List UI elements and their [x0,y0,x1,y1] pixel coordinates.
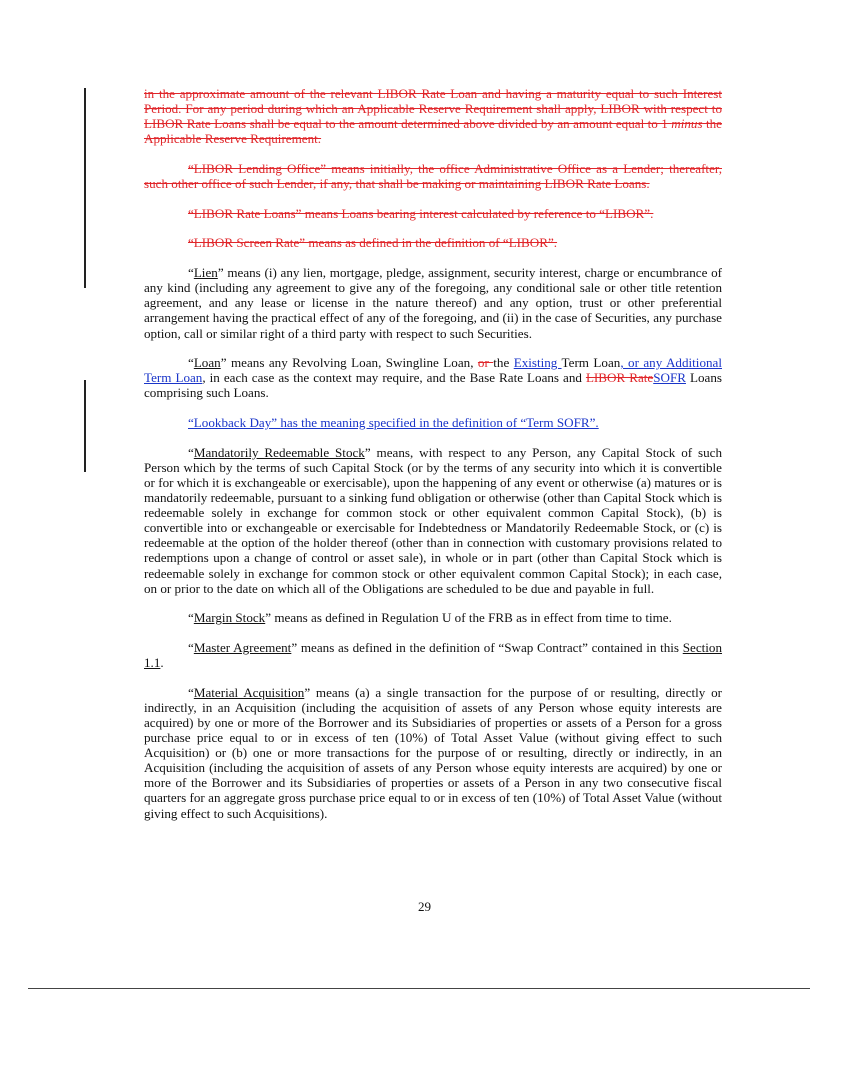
deleted-text: “LIBOR Screen Rate” means as defined in the definition of “LIBOR”. [188,235,558,251]
text-run: ” means any Revolving Loan, Swingline Loan, [220,355,478,371]
defined-term: Master Agreement [193,639,292,655]
inserted-text: “Lookback Day” has the meaning specified in the definition of “Term SOFR”. [188,415,599,431]
text-run: ” means (a) a single transaction for the purpose of or resulting, directly or indirectly, in an Acquisition (including the acquisition of assets of any Person whose equity interests are acquired) by one or more of the Borrower and its Subsidiaries of properties or assets of a Person for a gross purchase price equal to or in excess of ten (10%) of Total Asset Value (without giving effect to such Acquisition) or (b) one or more transactions for the purpose of or resulting, directly or indirectly, in an Acquisition (including the acquisition of assets of any Person whose equity interests are acquired) by one or more of the Borrower and its Subsidiaries of properties or assets of a Person in any two consecutive fiscal quarters for an aggregate gross purchase price equal to or in excess of ten (10%) of Total Asset Value (without giving effect to such Acquisitions). [144,684,722,821]
text-run: “ [188,610,194,626]
definition-material-acquisition [144,685,722,821]
defined-term: Lien [193,265,218,281]
defined-term: Margin Stock [193,610,266,626]
definition-lien [144,265,722,340]
text-run: . [160,655,164,671]
inserted-text: Existing [513,355,562,371]
text-run: “ [188,444,194,460]
text-run: “ [188,639,194,655]
deleted-text: minus [671,116,703,132]
change-bar-top [84,88,86,288]
document-body [144,86,722,821]
deleted-text: in the approximate amount of the relevant LIBOR Rate Loan and having a maturity equal to such Interest Period. For any period during which an Applicable Reserve Requirement shall apply, LIBOR with respect to LIBOR Rate Loans shall be equal to the amount determined above divided by an amount equal to 1 [144,86,722,132]
text-run: ” means as defined in the definition of “Swap Contract” contained in this [291,639,683,655]
definition-libor-lending-office [144,161,722,191]
text-run: the [493,355,514,371]
definition-libor-screen-rate [144,235,722,250]
defined-term: Loan [193,355,221,371]
text-run: , in each case as the context may require, and the Base Rate Loans and [202,370,586,386]
text-run: ” means as defined in Regulation U of the FRB as in effect from time to time. [265,610,672,626]
text-run: Loans comprising such Loans. [144,370,722,401]
text-run: Term Loan [561,355,621,371]
deleted-text: “LIBOR Lending Office” means initially, the office Administrative Office as a Lender; thereafter, such other office of such Lender, if any, that shall be making or maintaining LIBOR Rate Loans. [144,160,722,192]
inserted-text: SOFR [653,370,686,386]
deleted-text: or [477,355,494,371]
text-run: ” means, with respect to any Person, any Capital Stock of such Person which by the terms of such Capital Stock (or by the terms of any security into which it is convertible or for which it is exchangeable or exercisable), upon the happening of any event or otherwise (a) matures or is mandatorily redeemable, pursuant to a sinking fund obligation or otherwise (other than Capital Stock which is redeemable solely in exchange for common stock or other equivalent common Capital Stock), (b) is convertible into or exchangeable or exercisable for Indebtedness or Mandatorily Redeemable Stock, or (c) is redeemable at the option of the holder thereof (other than in connection with customary provisions related to redemptions upon a change of control or asset sale), in whole or in part (other than Capital Stock which is redeemable solely in exchange for common stock or other equivalent common Capital Stock); in each case, on or prior to the date on which all of the Obligations are scheduled to be due and payable in full. [144,444,722,596]
change-bar-middle [84,380,86,472]
text-run: ” means (i) any lien, mortgage, pledge, assignment, security interest, charge or encumbrance of any kind (including any agreement to give any of the foregoing, any conditional sale or other title retention agreement, and any lease or license in the nature thereof) and any option, trust or other preferential arrangement having the practical effect of any of the foregoing, and (ii) in the case of Securities, any purchase option, call or similar right of a third party with respect to such Securities. [144,265,722,341]
deleted-text: LIBOR Rate [585,370,654,386]
definition-mandatorily-redeemable-stock [144,445,722,596]
definition-master-agreement [144,640,722,670]
definition-margin-stock [144,610,722,625]
page-number: 29 [417,899,432,914]
definition-loan [144,355,722,400]
deleted-text: “LIBOR Rate Loans” means Loans bearing interest calculated by reference to “LIBOR”. [188,205,654,221]
text-run: “ [188,265,194,281]
deleted-text: the Applicable Reserve Requirement. [144,116,722,147]
inserted-text: , or any Additional Term Loan [144,355,722,386]
definition-lookback-day [144,415,722,430]
defined-term: Section 1.1 [144,639,723,671]
defined-term: Mandatorily Redeemable Stock [193,444,365,460]
text-run: “ [188,355,194,371]
footer-rule [28,988,810,989]
text-run: “ [188,684,194,700]
definition-libor-rate-loans [144,206,722,221]
defined-term: Material Acquisition [193,684,305,700]
definition-libor-rate-cont [144,86,722,146]
